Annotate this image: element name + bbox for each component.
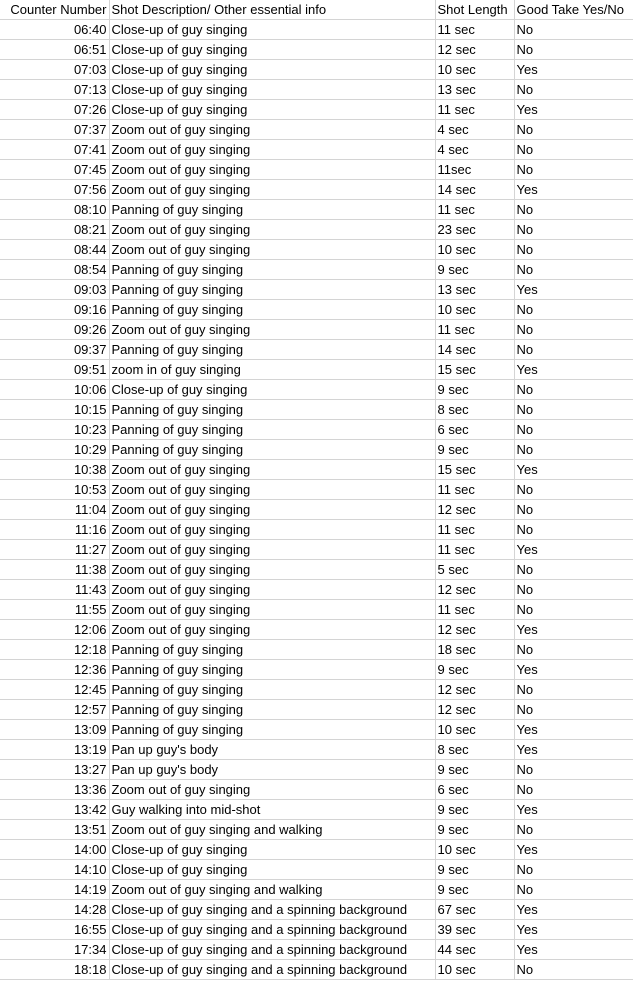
cell-shot-length[interactable]: 10 sec [435, 240, 514, 260]
cell-good-take[interactable]: No [514, 820, 633, 840]
cell-counter-number[interactable]: 12:57 [0, 700, 109, 720]
table-row [0, 420, 633, 440]
table-row [0, 760, 633, 780]
cell-shot-length[interactable]: 9 sec [435, 380, 514, 400]
cell-counter-number[interactable]: 11:38 [0, 560, 109, 580]
table-row [0, 860, 633, 880]
cell-counter-number[interactable]: 13:42 [0, 800, 109, 820]
cell-good-take[interactable]: No [514, 320, 633, 340]
cell-shot-description[interactable]: Panning of guy singing [109, 340, 435, 360]
cell-good-take[interactable]: No [514, 480, 633, 500]
table-row [0, 520, 633, 540]
table-row [0, 940, 633, 960]
table-row [0, 880, 633, 900]
table-row [0, 220, 633, 240]
cell-shot-length[interactable]: 9 sec [435, 760, 514, 780]
cell-good-take[interactable]: No [514, 580, 633, 600]
cell-good-take[interactable]: No [514, 500, 633, 520]
cell-good-take[interactable]: Yes [514, 920, 633, 940]
cell-good-take[interactable]: No [514, 680, 633, 700]
cell-shot-length[interactable]: 10 sec [435, 60, 514, 80]
cell-shot-length[interactable]: 18 sec [435, 640, 514, 660]
cell-shot-description[interactable]: Zoom out of guy singing [109, 320, 435, 340]
cell-good-take[interactable]: No [514, 260, 633, 280]
table-row [0, 300, 633, 320]
cell-good-take[interactable]: No [514, 400, 633, 420]
cell-shot-description[interactable]: Close-up of guy singing [109, 20, 435, 40]
cell-shot-description[interactable]: Panning of guy singing [109, 260, 435, 280]
cell-shot-description[interactable]: Zoom out of guy singing [109, 620, 435, 640]
table-row [0, 480, 633, 500]
cell-shot-description[interactable]: Zoom out of guy singing [109, 600, 435, 620]
cell-good-take[interactable]: No [514, 200, 633, 220]
cell-counter-number[interactable]: 07:45 [0, 160, 109, 180]
cell-shot-length[interactable]: 11 sec [435, 20, 514, 40]
cell-counter-number[interactable]: 09:51 [0, 360, 109, 380]
cell-shot-length[interactable]: 9 sec [435, 820, 514, 840]
cell-counter-number[interactable]: 06:40 [0, 20, 109, 40]
cell-counter-number[interactable]: 10:06 [0, 380, 109, 400]
cell-shot-description[interactable]: Close-up of guy singing [109, 80, 435, 100]
cell-good-take[interactable]: Yes [514, 900, 633, 920]
cell-shot-description[interactable]: Zoom out of guy singing [109, 580, 435, 600]
cell-shot-description[interactable]: zoom in of guy singing [109, 360, 435, 380]
cell-counter-number[interactable]: 12:36 [0, 660, 109, 680]
cell-counter-number[interactable]: 11:55 [0, 600, 109, 620]
cell-shot-length[interactable]: 12 sec [435, 40, 514, 60]
cell-good-take[interactable]: No [514, 880, 633, 900]
table-row [0, 160, 633, 180]
cell-good-take[interactable]: No [514, 440, 633, 460]
cell-good-take[interactable]: Yes [514, 840, 633, 860]
table-row [0, 440, 633, 460]
table-row [0, 140, 633, 160]
header-shot-description[interactable]: Shot Description/ Other essential info [109, 0, 435, 20]
cell-good-take[interactable]: Yes [514, 100, 633, 120]
cell-counter-number[interactable]: 16:55 [0, 920, 109, 940]
cell-counter-number[interactable]: 09:16 [0, 300, 109, 320]
cell-counter-number[interactable]: 11:04 [0, 500, 109, 520]
cell-shot-description[interactable]: Panning of guy singing [109, 640, 435, 660]
cell-shot-length[interactable]: 11 sec [435, 320, 514, 340]
table-row [0, 540, 633, 560]
cell-good-take[interactable]: No [514, 40, 633, 60]
cell-good-take[interactable]: No [514, 640, 633, 660]
cell-good-take[interactable]: Yes [514, 740, 633, 760]
cell-good-take[interactable]: No [514, 300, 633, 320]
cell-shot-length[interactable]: 6 sec [435, 780, 514, 800]
table-row [0, 680, 633, 700]
cell-shot-description[interactable]: Zoom out of guy singing and walking [109, 880, 435, 900]
cell-shot-description[interactable]: Panning of guy singing [109, 660, 435, 680]
cell-shot-description[interactable]: Zoom out of guy singing [109, 500, 435, 520]
cell-shot-length[interactable]: 10 sec [435, 840, 514, 860]
cell-good-take[interactable]: Yes [514, 940, 633, 960]
table-row [0, 340, 633, 360]
cell-counter-number[interactable]: 08:21 [0, 220, 109, 240]
table-row [0, 40, 633, 60]
cell-shot-description[interactable]: Panning of guy singing [109, 200, 435, 220]
cell-shot-description[interactable]: Close-up of guy singing and a spinning background [109, 900, 435, 920]
cell-counter-number[interactable]: 10:15 [0, 400, 109, 420]
table-row [0, 240, 633, 260]
cell-shot-length[interactable]: 11 sec [435, 540, 514, 560]
table-row [0, 100, 633, 120]
table-row [0, 360, 633, 380]
cell-counter-number[interactable]: 12:06 [0, 620, 109, 640]
cell-shot-description[interactable]: Pan up guy's body [109, 760, 435, 780]
cell-counter-number[interactable]: 17:34 [0, 940, 109, 960]
cell-good-take[interactable]: No [514, 560, 633, 580]
cell-good-take[interactable]: Yes [514, 540, 633, 560]
cell-shot-length[interactable]: 11 sec [435, 200, 514, 220]
cell-shot-description[interactable]: Zoom out of guy singing [109, 520, 435, 540]
cell-good-take[interactable]: Yes [514, 800, 633, 820]
table-row [0, 920, 633, 940]
cell-shot-length[interactable]: 9 sec [435, 660, 514, 680]
cell-counter-number[interactable]: 12:45 [0, 680, 109, 700]
cell-counter-number[interactable]: 07:03 [0, 60, 109, 80]
cell-shot-description[interactable]: Panning of guy singing [109, 680, 435, 700]
cell-good-take[interactable]: No [514, 220, 633, 240]
table-row [0, 400, 633, 420]
cell-shot-length[interactable]: 12 sec [435, 580, 514, 600]
cell-shot-length[interactable]: 11 sec [435, 600, 514, 620]
table-row [0, 640, 633, 660]
table-row [0, 700, 633, 720]
cell-counter-number[interactable]: 14:00 [0, 840, 109, 860]
cell-shot-description[interactable]: Zoom out of guy singing [109, 780, 435, 800]
cell-good-take[interactable]: No [514, 140, 633, 160]
cell-shot-length[interactable]: 4 sec [435, 120, 514, 140]
cell-shot-description[interactable]: Guy walking into mid-shot [109, 800, 435, 820]
cell-shot-length[interactable]: 23 sec [435, 220, 514, 240]
table-row [0, 580, 633, 600]
cell-good-take[interactable]: No [514, 380, 633, 400]
cell-shot-length[interactable]: 8 sec [435, 740, 514, 760]
cell-counter-number[interactable]: 18:18 [0, 960, 109, 980]
cell-shot-length[interactable]: 15 sec [435, 360, 514, 380]
cell-good-take[interactable]: No [514, 420, 633, 440]
cell-shot-length[interactable]: 15 sec [435, 460, 514, 480]
cell-shot-description[interactable]: Zoom out of guy singing [109, 160, 435, 180]
cell-counter-number[interactable]: 10:23 [0, 420, 109, 440]
cell-counter-number[interactable]: 09:37 [0, 340, 109, 360]
cell-counter-number[interactable]: 06:51 [0, 40, 109, 60]
cell-good-take[interactable]: No [514, 700, 633, 720]
cell-good-take[interactable]: No [514, 120, 633, 140]
cell-shot-description[interactable]: Zoom out of guy singing [109, 540, 435, 560]
cell-counter-number[interactable]: 11:16 [0, 520, 109, 540]
header-row [0, 0, 633, 20]
cell-good-take[interactable]: No [514, 860, 633, 880]
table-row [0, 280, 633, 300]
cell-good-take[interactable]: No [514, 600, 633, 620]
cell-counter-number[interactable]: 14:28 [0, 900, 109, 920]
cell-good-take[interactable]: Yes [514, 360, 633, 380]
cell-counter-number[interactable]: 07:13 [0, 80, 109, 100]
cell-shot-description[interactable]: Zoom out of guy singing [109, 220, 435, 240]
cell-good-take[interactable]: No [514, 760, 633, 780]
table-row [0, 820, 633, 840]
cell-good-take[interactable]: No [514, 160, 633, 180]
cell-shot-description[interactable]: Zoom out of guy singing [109, 180, 435, 200]
cell-shot-description[interactable]: Panning of guy singing [109, 440, 435, 460]
table-row [0, 720, 633, 740]
cell-good-take[interactable]: Yes [514, 460, 633, 480]
cell-good-take[interactable]: Yes [514, 180, 633, 200]
cell-shot-description[interactable]: Close-up of guy singing [109, 100, 435, 120]
table-row [0, 200, 633, 220]
cell-shot-length[interactable]: 9 sec [435, 260, 514, 280]
cell-shot-description[interactable]: Close-up of guy singing and a spinning background [109, 960, 435, 980]
cell-shot-length[interactable]: 11 sec [435, 100, 514, 120]
cell-counter-number[interactable]: 08:54 [0, 260, 109, 280]
table-row [0, 660, 633, 680]
cell-shot-length[interactable]: 10 sec [435, 300, 514, 320]
table-row [0, 460, 633, 480]
cell-good-take[interactable]: No [514, 960, 633, 980]
cell-counter-number[interactable]: 07:26 [0, 100, 109, 120]
cell-good-take[interactable]: Yes [514, 60, 633, 80]
cell-good-take[interactable]: No [514, 20, 633, 40]
table-row [0, 900, 633, 920]
cell-shot-description[interactable]: Zoom out of guy singing [109, 120, 435, 140]
cell-shot-length[interactable]: 67 sec [435, 900, 514, 920]
table-row [0, 560, 633, 580]
cell-shot-description[interactable]: Panning of guy singing [109, 280, 435, 300]
cell-counter-number[interactable]: 13:36 [0, 780, 109, 800]
table-row [0, 60, 633, 80]
cell-shot-length[interactable]: 14 sec [435, 180, 514, 200]
cell-counter-number[interactable]: 10:53 [0, 480, 109, 500]
table-row [0, 960, 633, 980]
table-row [0, 320, 633, 340]
cell-counter-number[interactable]: 08:10 [0, 200, 109, 220]
cell-counter-number[interactable]: 10:29 [0, 440, 109, 460]
header-shot-length[interactable]: Shot Length [435, 0, 514, 20]
table-row [0, 260, 633, 280]
cell-shot-length[interactable]: 9 sec [435, 860, 514, 880]
cell-counter-number[interactable]: 13:09 [0, 720, 109, 740]
cell-shot-length[interactable]: 11 sec [435, 480, 514, 500]
cell-counter-number[interactable]: 08:44 [0, 240, 109, 260]
table-row [0, 80, 633, 100]
cell-shot-length[interactable]: 10 sec [435, 960, 514, 980]
cell-good-take[interactable]: No [514, 80, 633, 100]
cell-shot-description[interactable]: Close-up of guy singing [109, 60, 435, 80]
cell-shot-length[interactable]: 8 sec [435, 400, 514, 420]
cell-shot-length[interactable]: 12 sec [435, 500, 514, 520]
cell-counter-number[interactable]: 10:38 [0, 460, 109, 480]
cell-shot-length[interactable]: 6 sec [435, 420, 514, 440]
cell-shot-length[interactable]: 12 sec [435, 680, 514, 700]
table-row [0, 380, 633, 400]
cell-shot-description[interactable]: Zoom out of guy singing [109, 560, 435, 580]
header-good-take[interactable]: Good Take Yes/No [514, 0, 633, 20]
cell-counter-number[interactable]: 09:03 [0, 280, 109, 300]
cell-counter-number[interactable]: 09:26 [0, 320, 109, 340]
cell-shot-length[interactable]: 9 sec [435, 800, 514, 820]
cell-shot-length[interactable]: 11 sec [435, 520, 514, 540]
cell-shot-length[interactable]: 39 sec [435, 920, 514, 940]
cell-good-take[interactable]: No [514, 340, 633, 360]
cell-shot-description[interactable]: Close-up of guy singing [109, 840, 435, 860]
header-counter-number[interactable]: Counter Number [0, 0, 109, 20]
cell-shot-length[interactable]: 13 sec [435, 80, 514, 100]
cell-counter-number[interactable]: 14:10 [0, 860, 109, 880]
cell-shot-description[interactable]: Close-up of guy singing [109, 860, 435, 880]
cell-shot-description[interactable]: Close-up of guy singing [109, 380, 435, 400]
cell-shot-length[interactable]: 5 sec [435, 560, 514, 580]
cell-shot-length[interactable]: 13 sec [435, 280, 514, 300]
table-row [0, 500, 633, 520]
table-row [0, 120, 633, 140]
cell-good-take[interactable]: Yes [514, 280, 633, 300]
cell-good-take[interactable]: No [514, 780, 633, 800]
cell-shot-description[interactable]: Pan up guy's body [109, 740, 435, 760]
table-row [0, 620, 633, 640]
cell-good-take[interactable]: No [514, 520, 633, 540]
cell-good-take[interactable]: No [514, 240, 633, 260]
cell-shot-description[interactable]: Zoom out of guy singing and walking [109, 820, 435, 840]
cell-shot-length[interactable]: 4 sec [435, 140, 514, 160]
cell-shot-description[interactable]: Close-up of guy singing and a spinning background [109, 940, 435, 960]
cell-counter-number[interactable]: 13:51 [0, 820, 109, 840]
table-row [0, 180, 633, 200]
cell-counter-number[interactable]: 11:43 [0, 580, 109, 600]
cell-shot-description[interactable]: Panning of guy singing [109, 720, 435, 740]
cell-shot-description[interactable]: Panning of guy singing [109, 420, 435, 440]
cell-counter-number[interactable]: 07:56 [0, 180, 109, 200]
table-row [0, 20, 633, 40]
cell-shot-length[interactable]: 12 sec [435, 620, 514, 640]
cell-shot-description[interactable]: Zoom out of guy singing [109, 480, 435, 500]
cell-shot-description[interactable]: Zoom out of guy singing [109, 460, 435, 480]
cell-shot-description[interactable]: Panning of guy singing [109, 700, 435, 720]
cell-counter-number[interactable]: 07:37 [0, 120, 109, 140]
table-row [0, 740, 633, 760]
cell-shot-length[interactable]: 9 sec [435, 880, 514, 900]
cell-good-take[interactable]: Yes [514, 660, 633, 680]
table-row [0, 600, 633, 620]
cell-shot-length[interactable]: 44 sec [435, 940, 514, 960]
cell-good-take[interactable]: Yes [514, 620, 633, 640]
cell-shot-length[interactable]: 14 sec [435, 340, 514, 360]
cell-counter-number[interactable]: 11:27 [0, 540, 109, 560]
cell-counter-number[interactable]: 12:18 [0, 640, 109, 660]
cell-counter-number[interactable]: 13:19 [0, 740, 109, 760]
cell-shot-length[interactable]: 9 sec [435, 440, 514, 460]
cell-counter-number[interactable]: 14:19 [0, 880, 109, 900]
cell-shot-description[interactable]: Close-up of guy singing and a spinning background [109, 920, 435, 940]
cell-shot-length[interactable]: 12 sec [435, 700, 514, 720]
cell-good-take[interactable]: Yes [514, 720, 633, 740]
cell-counter-number[interactable]: 13:27 [0, 760, 109, 780]
table-row [0, 780, 633, 800]
cell-shot-description[interactable]: Close-up of guy singing [109, 40, 435, 60]
cell-counter-number[interactable]: 07:41 [0, 140, 109, 160]
table-row [0, 800, 633, 820]
cell-shot-length[interactable]: 10 sec [435, 720, 514, 740]
cell-shot-description[interactable]: Panning of guy singing [109, 300, 435, 320]
cell-shot-length[interactable]: 11sec [435, 160, 514, 180]
cell-shot-description[interactable]: Panning of guy singing [109, 400, 435, 420]
cell-shot-description[interactable]: Zoom out of guy singing [109, 140, 435, 160]
cell-shot-description[interactable]: Zoom out of guy singing [109, 240, 435, 260]
table-row [0, 840, 633, 860]
